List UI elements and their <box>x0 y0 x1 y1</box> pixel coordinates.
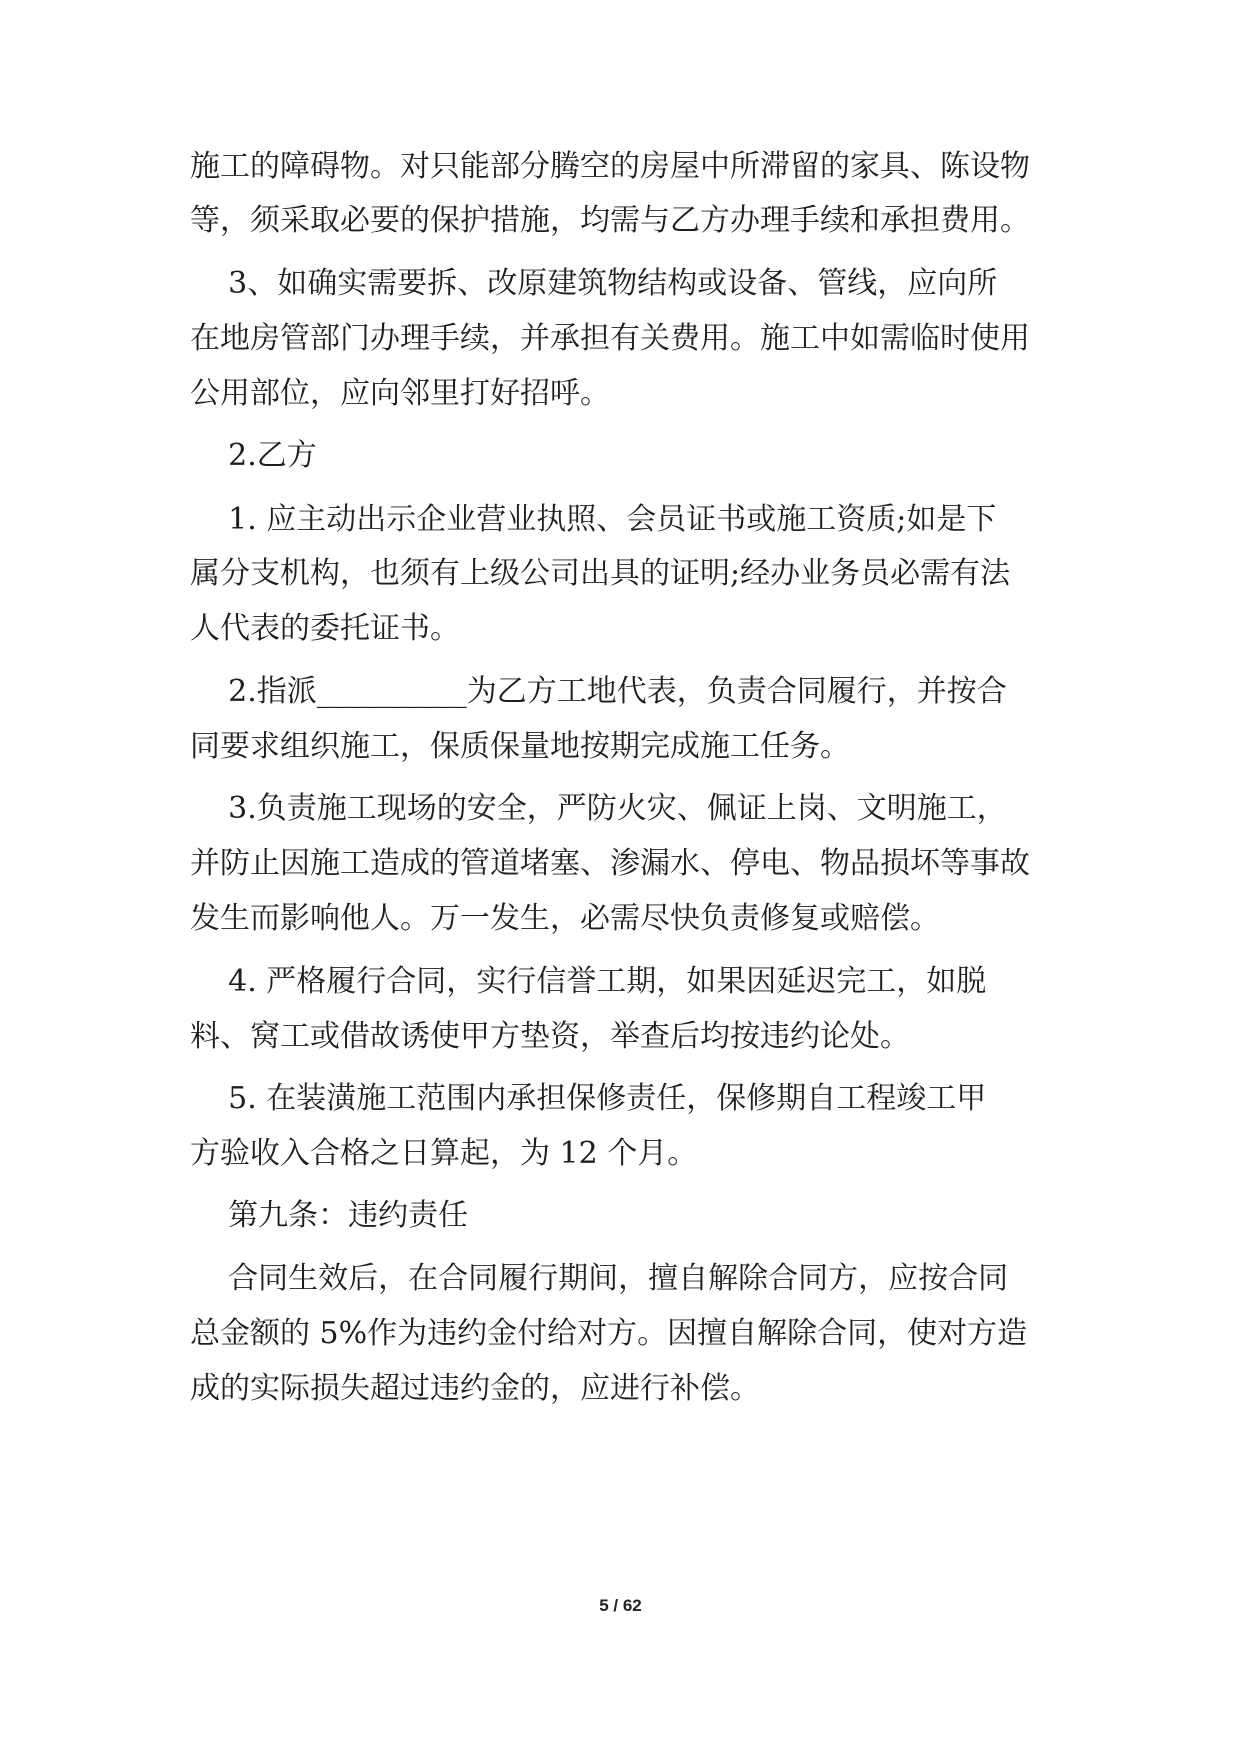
text-line: 料、窝工或借故诱使甲方垫资，举查后均按违约论处。 <box>190 1019 910 1054</box>
text-line: 1. 应主动出示企业营业执照、会员证书或施工资质;如是下 <box>190 502 997 537</box>
text-line: 3、如确实需要拆、改原建筑物结构或设备、管线，应向所 <box>190 266 998 301</box>
text-line: 2.指派__________为乙方工地代表，负责合同履行，并按合 <box>190 674 1007 709</box>
section-heading: 第九条：违约责任 <box>190 1198 469 1233</box>
text-line: 施工的障碍物。对只能部分腾空的房屋中所滞留的家具、陈设物 <box>190 149 1030 184</box>
text-line: 公用部位，应向邻里打好招呼。 <box>190 376 610 411</box>
text-line: 并防止因施工造成的管道堵塞、渗漏水、停电、物品损坏等事故 <box>190 846 1030 881</box>
text-line: 4. 严格履行合同，实行信誉工期，如果因延迟完工，如脱 <box>190 964 987 999</box>
text-line: 成的实际损失超过违约金的，应进行补偿。 <box>190 1371 760 1406</box>
page-number: 5 / 62 <box>599 1596 642 1615</box>
text-line: 发生而影响他人。万一发生，必需尽快负责修复或赔偿。 <box>190 901 940 936</box>
text-line: 合同生效后，在合同履行期间，擅自解除合同方，应按合同 <box>190 1261 1009 1296</box>
text-line: 等，须采取必要的保护措施，均需与乙方办理手续和承担费用。 <box>190 203 1030 238</box>
text-line: 属分支机构，也须有上级公司出具的证明;经办业务员必需有法 <box>190 556 1011 591</box>
text-line: 人代表的委托证书。 <box>190 611 460 646</box>
text-line: 在地房管部门办理手续，并承担有关费用。施工中如需临时使用 <box>190 321 1030 356</box>
text-line: 方验收入合格之日算起，为 12 个月。 <box>190 1136 698 1171</box>
text-line: 2.乙方 <box>190 438 317 473</box>
text-line: 同要求组织施工，保质保量地按期完成施工任务。 <box>190 729 850 764</box>
text-line: 3.负责施工现场的安全，严防火灾、佩证上岗、文明施工， <box>190 791 1007 826</box>
text-line: 总金额的 5%作为违约金付给对方。因擅自解除合同，使对方造 <box>190 1316 1028 1351</box>
text-line: 5. 在装潢施工范围内承担保修责任，保修期自工程竣工甲 <box>190 1081 987 1116</box>
